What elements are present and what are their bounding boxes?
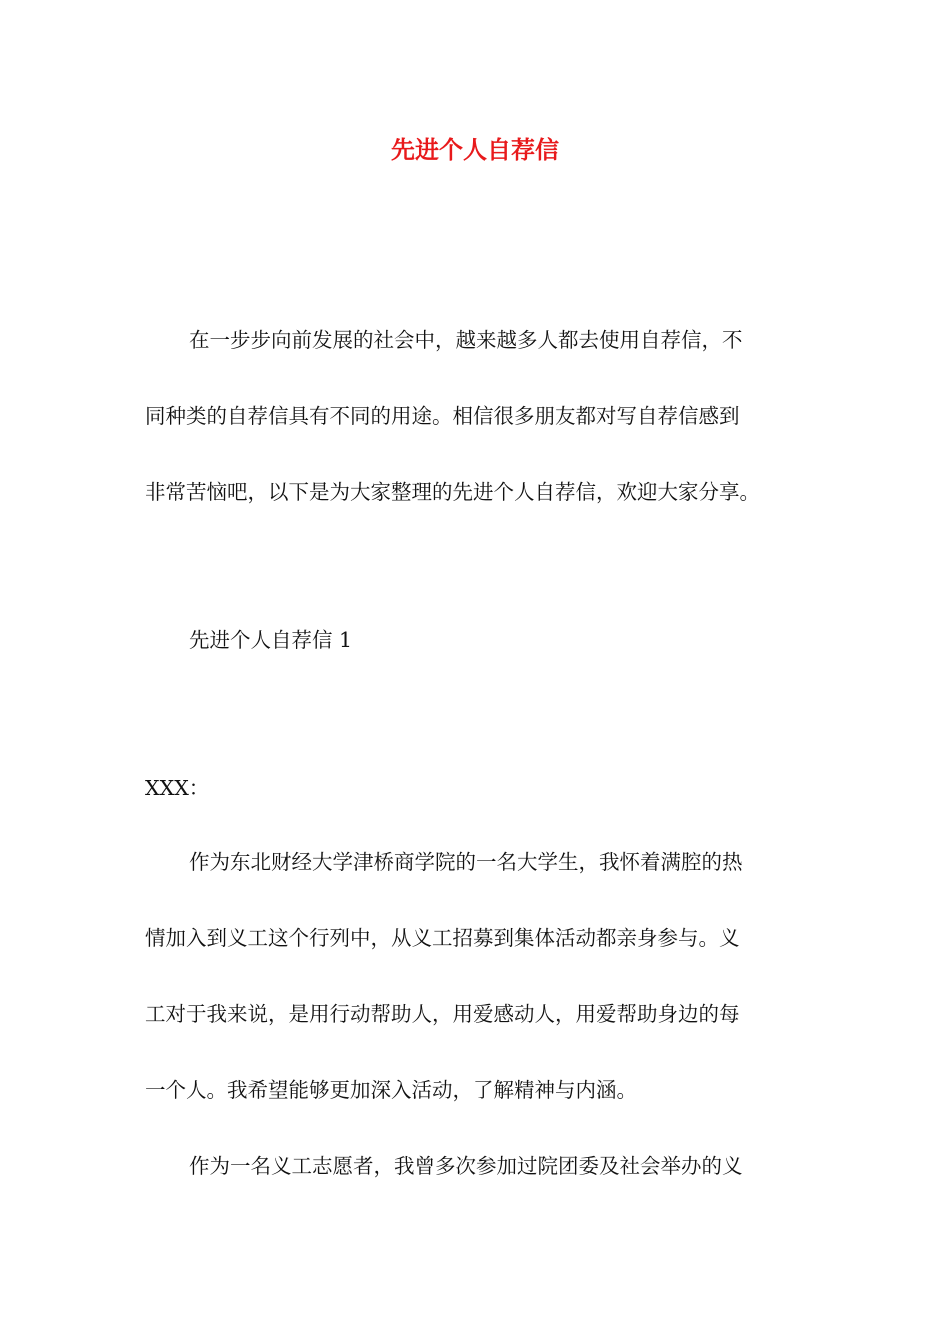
intro-line: 同种类的自荐信具有不同的用途。相信很多朋友都对写自荐信感到 [145,404,740,428]
intro-paragraph [145,302,815,530]
body-line: 一个人。我希望能够更加深入活动，了解精神与内涵。 [145,1078,637,1102]
document-title: 先进个人自荐信 [391,135,559,164]
salutation-text: XXX： [145,776,210,800]
body-paragraph-1 [145,824,815,1128]
section-heading [145,602,815,678]
intro-line: 非常苦恼吧，以下是为大家整理的先进个人自荐信，欢迎大家分享。 [145,480,760,504]
body-line: 作为一名义工志愿者，我曾多次参加过院团委及社会举办的义 [189,1154,743,1178]
section-heading-text: 先进个人自荐信 1 [189,628,353,652]
salutation [145,750,815,826]
body-paragraph-2 [145,1128,815,1204]
body-line: 作为东北财经大学津桥商学院的一名大学生，我怀着满腔的热 [189,850,743,874]
intro-line: 在一步步向前发展的社会中，越来越多人都去使用自荐信，不 [189,328,743,352]
body-line: 工对于我来说，是用行动帮助人，用爱感动人，用爱帮助身边的每 [145,1002,740,1026]
body-line: 情加入到义工这个行列中，从义工招募到集体活动都亲身参与。义 [145,926,740,950]
